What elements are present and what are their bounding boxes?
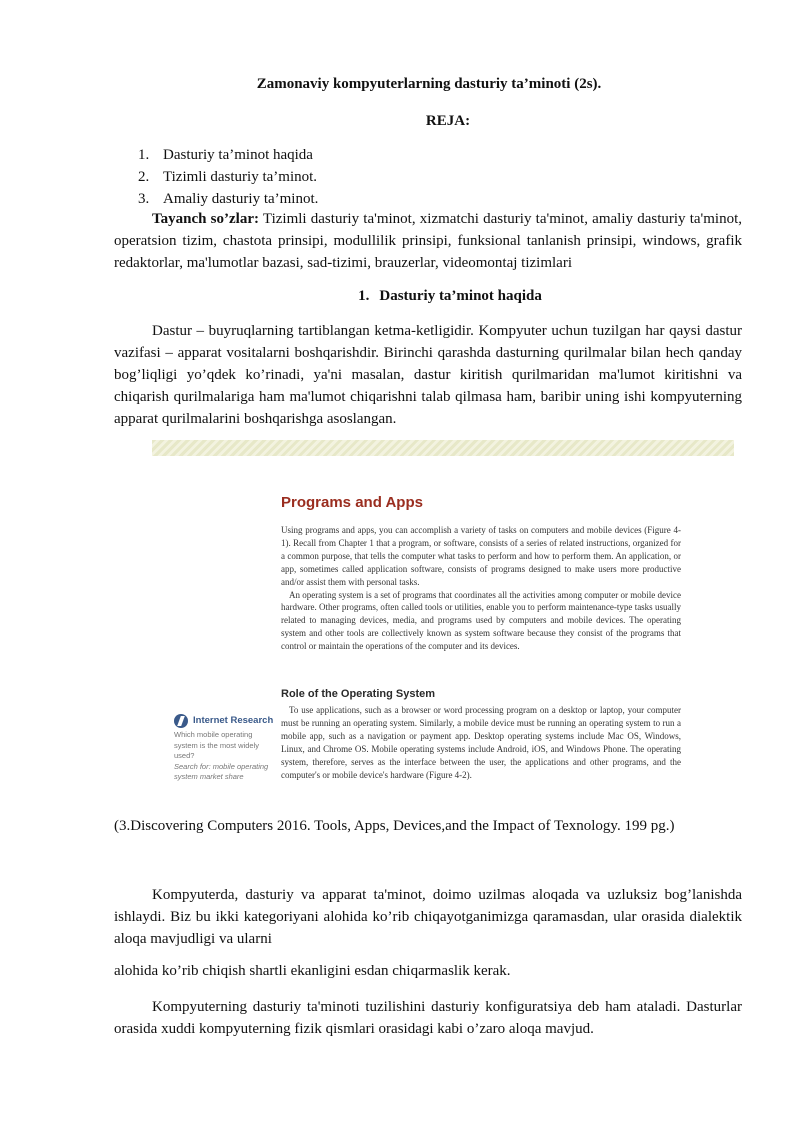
decorative-stripe (152, 440, 734, 456)
internet-research-sidebar (174, 714, 274, 783)
section-number: 1. (358, 288, 370, 304)
body-paragraph-2: Kompyuterda, dasturiy va apparat ta'minot, doimo uzilmas aloqada va uzluksiz bog’lanishda ishlaydi. Biz bu ikki kategoriyani alohida ko’rib chiqayotganimizga qaramasdan, ular orasida dialektik aloqa mavjudligi va ularni (114, 887, 742, 947)
figure-text (281, 524, 681, 653)
sidebar-question: Which mobile operating system is the most widely used? (174, 730, 260, 760)
textbook-excerpt-image (152, 440, 734, 798)
plan-item (138, 144, 318, 166)
figure-paragraph-3: To use applications, such as a browser or word processing program on a desktop or laptop, your computer must be running an operating system. Similarly, a mobile device must be running an operating system to run a mobile app, such as a navigation or payment app. Desktop operating systems include Mac OS, Windows, Linux, and Chrome OS. Mobile operating systems include Android, iOS, and Windows Phone. The operating system, therefore, serves as the interface between the user, the applications and other programs, and the computer's or mobile device's hardware (Figure 4-2). (281, 705, 681, 780)
keywords-label: Tayanch so’zlar: (152, 211, 259, 227)
plan-item-text: Dasturiy ta’minot haqida (163, 147, 313, 163)
figure-source: (3.Discovering Computers 2016. Tools, Apps, Devices,and the Impact of Texnology. 199 pg.) (114, 818, 675, 834)
section-title: Dasturiy ta’minot haqida (379, 288, 542, 304)
sidebar-search: Search for: mobile operating system market share (174, 761, 269, 781)
body-paragraph-1: Dastur – buyruqlarning tartiblangan ketma-ketligidir. Kompyuter uchun tuzilgan har qaysi dastur vazifasi – apparat vositalarni boshqarishdir. Birinchi qarashda dasturning qurilmalar bilan hech qanday bog’liqligi yo’qdek ko’rinadi, ya'ni masalan, dastur kiritish qurilmaridan ma'lumot kiritishni va chiqarish qurilmalariga ham ma'lumot chiqarishni talab qilmasa ham, baribir uning ishi kompyuterning apparat qurilmalarini boshqarishga asoslangan. (114, 323, 742, 427)
keywords-text: Tizimli dasturiy ta'minot, xizmatchi dasturiy ta'minot, amaliy dasturiy ta'minot, operatsion tizim, chastota prinsipi, modullilik prinsipi, funksional tanlanish prinsipi, windows, grafik redaktorlar, ma'lumotlar bazasi, sad-tizimi, brauzerlar, videomontaj tizimlari (114, 211, 743, 271)
plan-item-text: Amaliy dasturiy ta’minot. (163, 191, 319, 207)
body-paragraph-3: alohida ko’rib chiqish shartli ekanligini esdan chiqarmaslik kerak. (114, 963, 511, 979)
plan-item-number: 1. (138, 147, 150, 163)
body-paragraph-4: Kompyuterning dasturiy ta'minoti tuzilishini dasturiy konfiguratsiya deb ham ataladi. Dasturlar orasida xuddi kompyuterning fizik qismlari orasidagi kabi o’zaro aloqa mavjud. (114, 999, 742, 1037)
plan-item (138, 188, 318, 210)
keywords-paragraph (114, 208, 742, 274)
section-heading (0, 288, 800, 305)
document-title: Zamonaviy kompyuterlarning dasturiy ta’minoti (2s). (256, 76, 602, 92)
plan-item-text: Tizimli dasturiy ta’minot. (163, 169, 318, 185)
sidebar-title (174, 714, 274, 728)
figure-text-2 (281, 704, 681, 781)
plan-item (138, 166, 318, 188)
plan-item-number: 2. (138, 169, 150, 185)
plan-item-number: 3. (138, 191, 150, 207)
figure-paragraph-2: An operating system is a set of programs that coordinates all the activities among computer or mobile device hardware. Other programs, often called tools or utilities, enable you to perform maintenance-type tasks usually related to managing devices, media, and programs used by computers and mobile devices. The operating system and other tools are collectively known as system software because they consist of the programs that control or maintain the operations of the computer and its devices. (281, 589, 681, 652)
plan-list (138, 144, 318, 210)
plan-heading: REJA: (425, 113, 471, 129)
figure-heading: Programs and Apps (281, 494, 423, 511)
figure-paragraph-1: Using programs and apps, you can accomplish a variety of tasks on computers and mobile devices (Figure 4-1). Recall from Chapter 1 that a program, or software, consists of a series of related instructions, organized for a common purpose, that tells the computer what tasks to perform and how to perform them. An application, or app, sometimes called application software, consists of programs designed to make users more productive and/or assist them with personal tasks. (281, 525, 681, 587)
sidebar-title-text: Internet Research (193, 714, 274, 726)
lightning-icon (174, 714, 188, 728)
figure-subheading: Role of the Operating System (281, 688, 436, 700)
